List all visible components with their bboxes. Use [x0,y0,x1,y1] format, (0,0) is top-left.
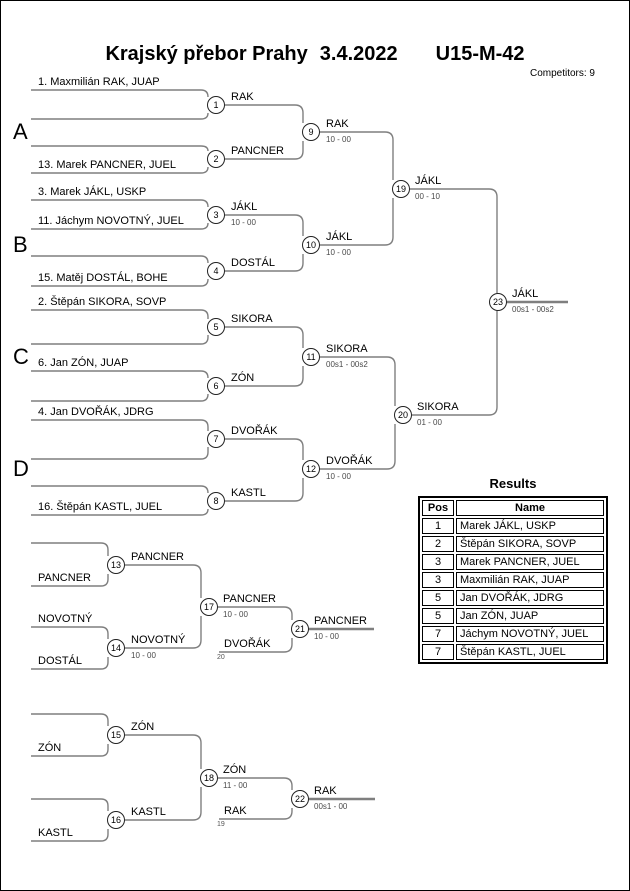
result-pos: 7 [422,644,454,660]
seed-dostal: 15. Matěj DOSTÁL, BOHE [38,272,168,284]
group-label-d: D [13,456,29,481]
results-col-pos: Pos [422,500,454,516]
feed-rak-from: 19 [217,821,225,828]
match-23-node: 23 [489,293,507,311]
match-9-score: 10 - 00 [326,135,351,144]
seed-sikora: 2. Štěpán SIKORA, SOVP [38,296,167,308]
result-name: Jáchym NOVOTNÝ, JUEL [456,626,604,642]
match-12-winner: DVOŘÁK [326,455,373,467]
result-name: Marek JÁKL, USKP [456,518,604,534]
match-19-score: 00 - 10 [415,192,440,201]
match-21-winner: PANCNER [314,615,367,627]
result-pos: 3 [422,572,454,588]
match-20-score: 01 - 00 [417,418,442,427]
match-21-node: 21 [291,620,309,638]
match-8-node: 8 [207,492,225,510]
results-row [422,572,604,588]
seed-rak: 1. Maxmilián RAK, JUAP [38,76,160,88]
match-2-winner: PANCNER [231,145,284,157]
match-18-node: 18 [200,769,218,787]
match-16-node: 16 [107,811,125,829]
result-name: Štěpán KASTL, JUEL [456,644,604,660]
match-19-node: 19 [392,180,410,198]
match-6-node: 6 [207,377,225,395]
results-row [422,608,604,624]
match-23-winner: JÁKL [512,288,539,300]
match-17-score: 10 - 00 [223,610,248,619]
cons-seed-kastl: KASTL [38,827,73,839]
feed-dvorak-name: DVOŘÁK [224,638,271,650]
cons-seed-zon: ZÓN [38,742,62,754]
match-10-winner: JÁKL [326,231,353,243]
match-12-score: 10 - 00 [326,472,351,481]
match-4-node: 4 [207,262,225,280]
match-9-node: 9 [302,123,320,141]
result-pos: 1 [422,518,454,534]
match-16-winner: KASTL [131,806,166,818]
match-21-score: 10 - 00 [314,632,339,641]
match-22-node: 22 [291,790,309,808]
seed-jakl: 3. Marek JÁKL, USKP [38,186,147,198]
page-title [1,43,629,66]
match-3-node: 3 [207,206,225,224]
results-title: Results [489,476,537,491]
group-label-c: C [13,344,29,369]
result-name: Marek PANCNER, JUEL [456,554,604,570]
match-2-node: 2 [207,150,225,168]
match-14-score: 10 - 00 [131,651,156,660]
seed-kastl: 16. Štěpán KASTL, JUEL [38,501,163,513]
match-22-winner: RAK [314,785,337,797]
match-1-winner: RAK [231,91,254,103]
match-12-node: 12 [302,460,320,478]
results-row [422,626,604,642]
match-6-winner: ZÓN [231,372,255,384]
group-label-b: B [13,232,28,257]
match-7-winner: DVOŘÁK [231,425,278,437]
match-3-winner: JÁKL [231,201,258,213]
match-4-winner: DOSTÁL [231,257,276,269]
result-pos: 3 [422,554,454,570]
match-5-winner: SIKORA [231,313,273,325]
match-22-score: 00s1 - 00 [314,802,348,811]
results-panel [418,476,608,664]
feed-dvorak-from: 20 [217,654,225,661]
match-9-winner: RAK [326,118,349,130]
result-name: Štěpán SIKORA, SOVP [456,536,604,552]
consolation-bracket-lines [31,543,292,841]
match-18-winner: ZÓN [223,764,247,776]
result-name: Maxmilián RAK, JUAP [456,572,604,588]
result-pos: 5 [422,590,454,606]
match-20-winner: SIKORA [417,401,459,413]
match-13-node: 13 [107,556,125,574]
seed-dvorak: 4. Jan DVOŘÁK, JDRG [38,406,154,418]
match-3-score: 10 - 00 [231,218,256,227]
results-row [422,554,604,570]
competitors-count: Competitors: 9 [529,68,595,79]
result-pos: 2 [422,536,454,552]
match-11-node: 11 [302,348,320,366]
match-11-score: 00s1 - 00s2 [326,360,368,369]
match-8-winner: KASTL [231,487,266,499]
match-11-winner: SIKORA [326,343,368,355]
results-row [422,590,604,606]
results-table [418,496,608,664]
result-name: Jan DVOŘÁK, JDRG [456,590,604,606]
seed-zon: 6. Jan ZÓN, JUAP [38,357,129,369]
match-15-node: 15 [107,726,125,744]
match-23-score: 00s1 - 00s2 [512,305,554,314]
match-17-node: 17 [200,598,218,616]
result-pos: 5 [422,608,454,624]
results-col-name: Name [456,500,604,516]
match-13-winner: PANCNER [131,551,184,563]
match-7-node: 7 [207,430,225,448]
group-label-a: A [13,119,28,144]
match-5-node: 5 [207,318,225,336]
results-row [422,536,604,552]
match-19-winner: JÁKL [415,175,442,187]
feed-rak-name: RAK [224,805,247,817]
result-name: Jan ZÓN, JUAP [456,608,604,624]
seed-novotny: 11. Jáchym NOVOTNÝ, JUEL [38,215,184,227]
cons-seed-pancner: PANCNER [38,572,91,584]
match-1-node: 1 [207,96,225,114]
results-header-row [422,500,604,516]
cons-seed-dostal: DOSTÁL [38,655,83,667]
seed-pancner: 13. Marek PANCNER, JUEL [38,159,176,171]
match-14-winner: NOVOTNÝ [131,634,186,646]
result-pos: 7 [422,626,454,642]
match-20-node: 20 [394,406,412,424]
title-category: U15-M-42 [435,43,525,65]
match-10-node: 10 [302,236,320,254]
results-row [422,518,604,534]
cons-seed-novotny: NOVOTNÝ [38,613,93,625]
match-14-node: 14 [107,639,125,657]
title-date: 3.4.2022 [319,43,398,65]
match-10-score: 10 - 00 [326,248,351,257]
title-event: Krajský přebor Prahy [105,43,308,65]
results-row [422,644,604,660]
match-18-score: 11 - 00 [223,781,248,790]
match-15-winner: ZÓN [131,721,155,733]
match-17-winner: PANCNER [223,593,276,605]
